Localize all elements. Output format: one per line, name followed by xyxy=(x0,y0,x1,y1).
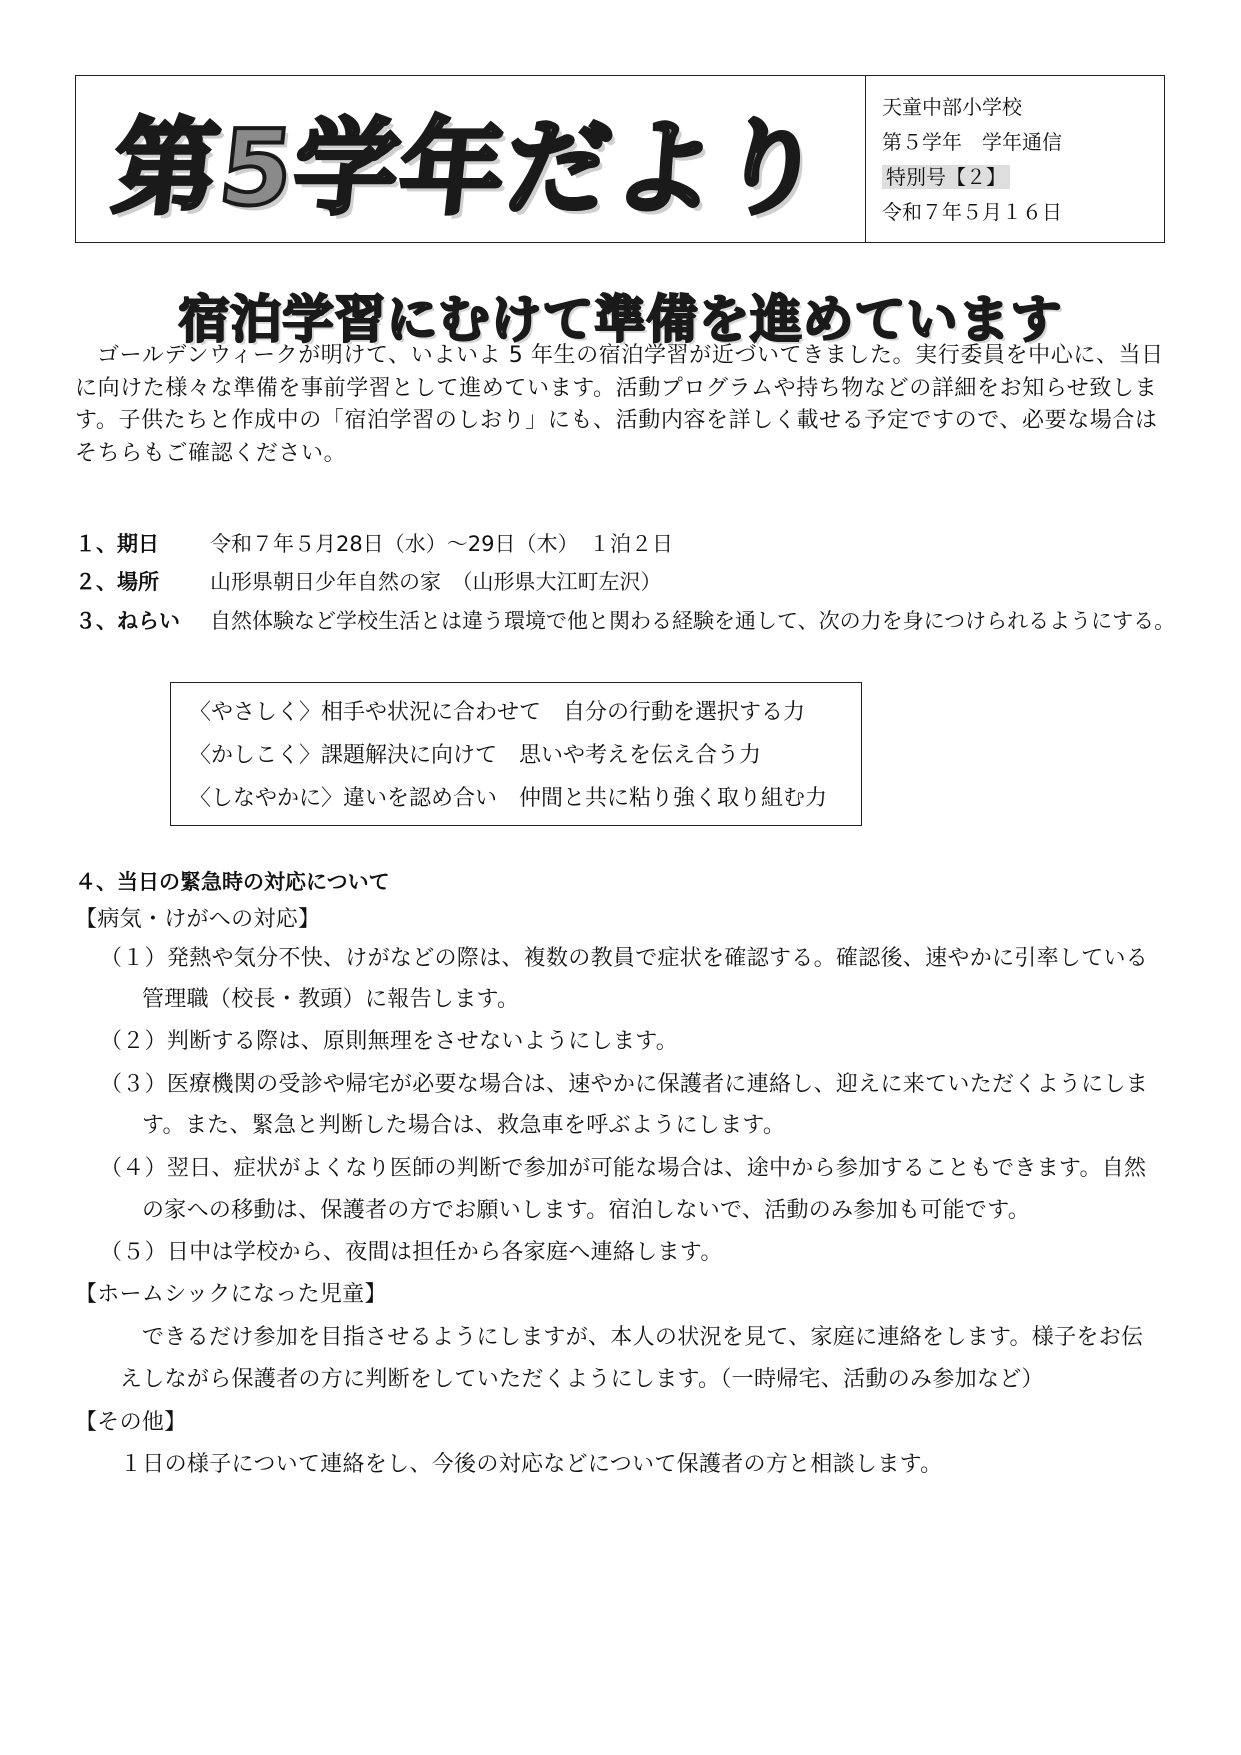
item-date-label: １、期日 xyxy=(75,532,159,556)
header-info xyxy=(866,76,1062,242)
newsletter-title-area xyxy=(76,76,866,242)
grade-line: 第５学年 学年通信 xyxy=(882,130,1062,154)
intro-text: ゴールデンウィークが明けて、いよいよ 5 年生の宿泊学習が近づいてきました。実行委員を中心に、当日に向けた様々な準備を事前学習として進めています。活動プログラムや持ち物などの詳細をお知らせ致します。子供たちと作成中の「宿泊学習のしおり」にも、活動内容を詳しく載せる予定ですので、必要な場合はそちらもご確認ください。 xyxy=(75,343,1164,466)
illness-line-3: （３）医療機関の受診や帰宅が必要な場合は、速やかに保護者に連絡し、迎えに来ていただくようにしま xyxy=(100,1072,1149,1097)
illness-line-4-cont: の家への移動は、保護者の方でお願いします。宿泊しないで、活動のみ参加も可能です。 xyxy=(142,1198,1031,1223)
homesick-line-1: できるだけ参加を目指させるようにしますが、本人の状況を見て、家庭に連絡をします。様子をお伝 xyxy=(142,1325,1144,1350)
illness-line-1: （１）発熱や気分不快、けがなどの際は、複数の教員で症状を確認する。確認後、速やかに引率している xyxy=(100,946,1149,971)
aims-box xyxy=(170,682,862,826)
intro-paragraph xyxy=(75,340,1175,470)
homesick-heading: 【ホームシックになった児童】 xyxy=(75,1282,387,1307)
illness-line-1-cont: 管理職（校長・教頭）に報告します。 xyxy=(142,987,520,1012)
item-aim-text: 自然体験など学校生活とは違う環境で他と関わる経験を通して、次の力を身につけられるようにする。 xyxy=(210,609,1176,633)
illness-line-5: （５）日中は学校から、夜間は担任から各家庭へ連絡します。 xyxy=(100,1240,723,1265)
illness-heading: 【病気・けがへの対応】 xyxy=(75,907,321,932)
illness-line-3-cont: す。また、緊急と判断した場合は、救急車を呼ぶようにします。 xyxy=(142,1113,786,1138)
item-date xyxy=(75,528,673,558)
item-aim-label: ３、ねらい xyxy=(75,609,180,633)
main-title: 宿泊学習にむけて準備を進めています xyxy=(178,291,1063,350)
aim-smart: 〈かしこく〉課題解決に向けて 思いや考えを伝え合う力 xyxy=(189,743,762,768)
issue-date: 令和７年５月１６日 xyxy=(882,200,1062,224)
item-place xyxy=(75,566,662,596)
homesick-line-2: えしながら保護者の方に判断をしていただくようにします。（一時帰宅、活動のみ参加など） xyxy=(120,1367,1044,1392)
newsletter-title: 第5学年だより xyxy=(107,107,832,229)
issue-label: 特別号【２】 xyxy=(882,160,1062,195)
school-name: 天童中部小学校 xyxy=(882,95,1022,119)
item-aim xyxy=(75,605,1175,635)
illness-line-2: （２）判断する際は、原則無理をさせないようにします。 xyxy=(100,1029,679,1054)
illness-line-4: （４）翌日、症状がよくなり医師の判断で参加が可能な場合は、途中から参加することもできます。自然 xyxy=(100,1156,1147,1181)
item-place-text: 山形県朝日少年自然の家 （山形県大江町左沢） xyxy=(210,570,662,594)
other-heading: 【その他】 xyxy=(75,1410,187,1435)
item-place-label: ２、場所 xyxy=(75,570,159,594)
item-date-text: 令和７年５月28日（水）～29日（木） １泊２日 xyxy=(210,532,673,556)
aim-kind: 〈やさしく〉相手や状況に合わせて 自分の行動を選択する力 xyxy=(189,700,806,725)
aim-flexible: 〈しなやかに〉違いを認め合い 仲間と共に粘り強く取り組む力 xyxy=(189,786,828,811)
section-emergency-heading: ４、当日の緊急時の対応について xyxy=(75,870,390,894)
header-box xyxy=(75,75,1165,243)
other-text: １日の様子について連絡をし、今後の対応などについて保護者の方と相談します。 xyxy=(120,1452,943,1477)
